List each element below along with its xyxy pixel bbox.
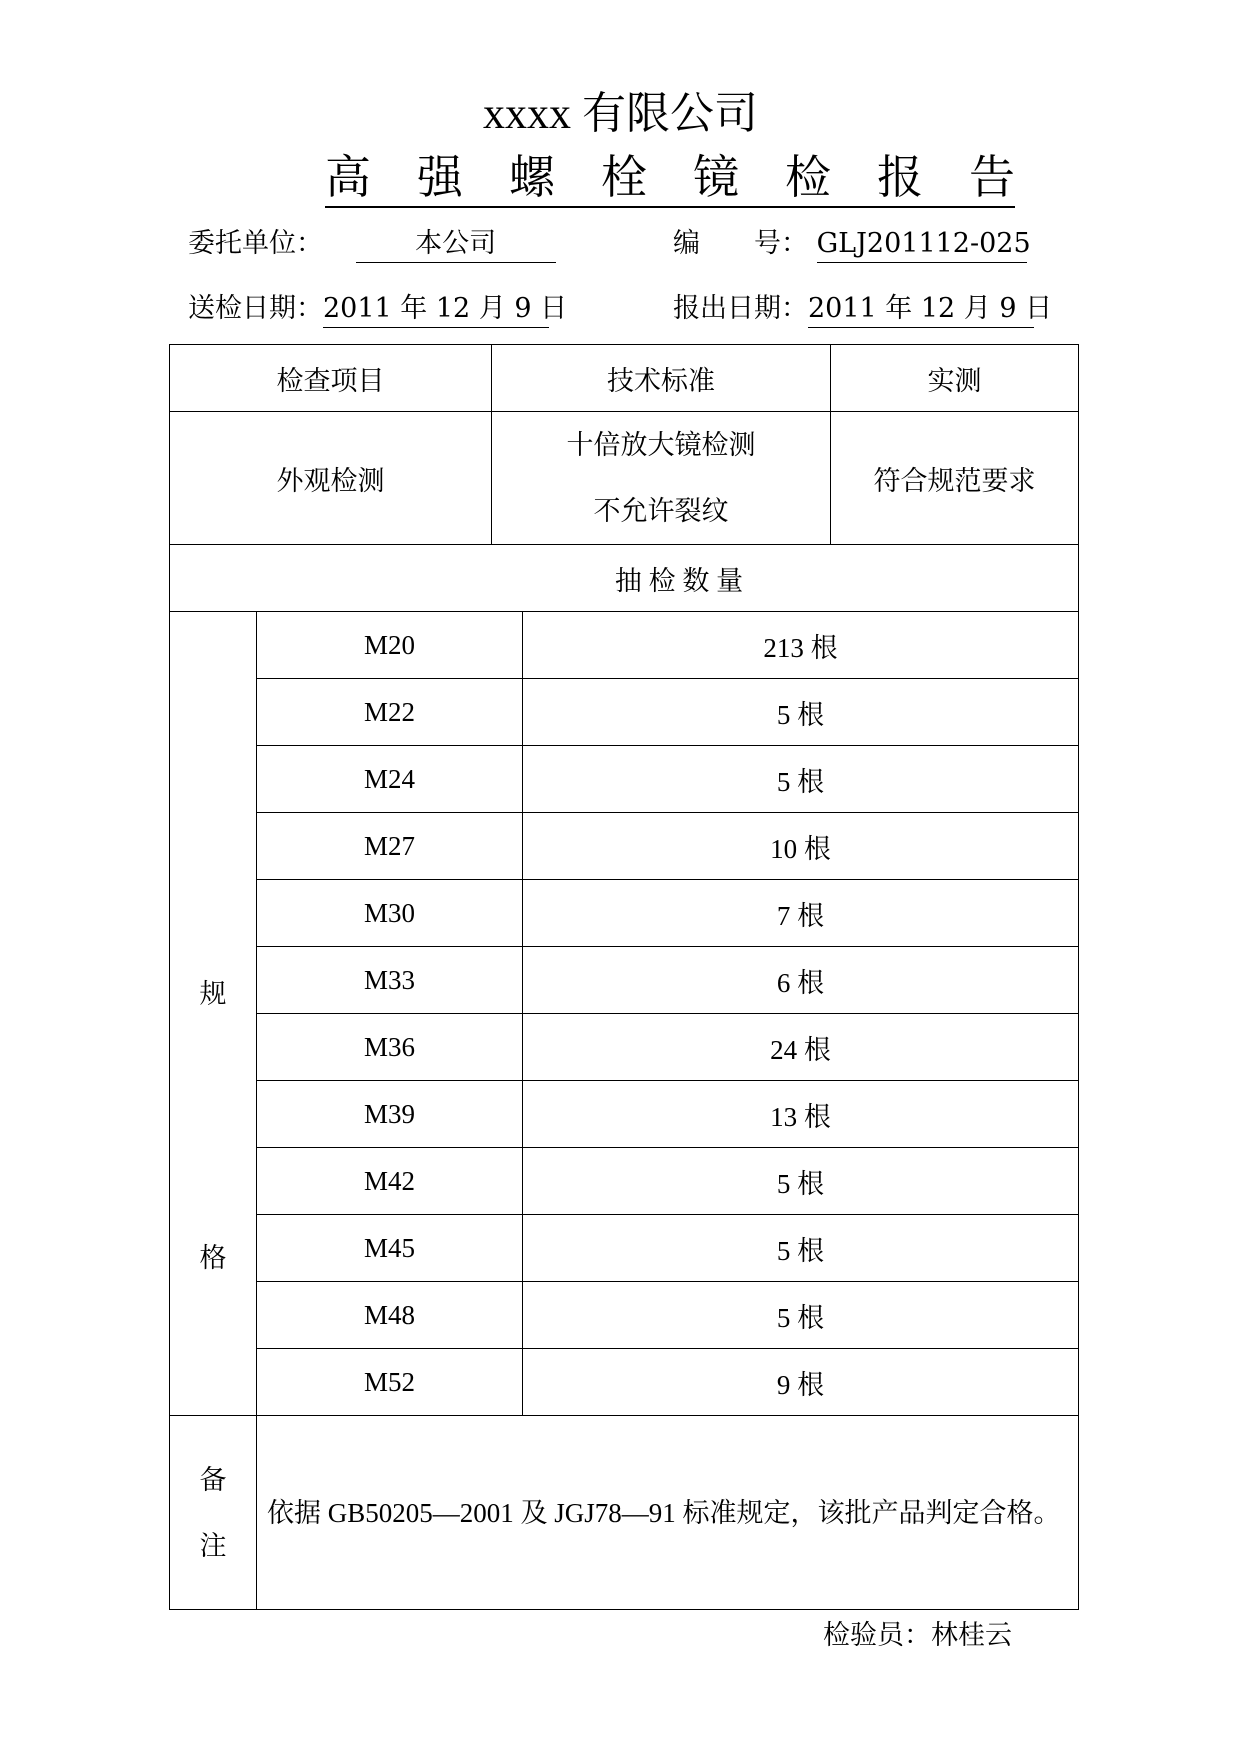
table-row — [170, 746, 1079, 813]
inspection-row — [170, 412, 1079, 545]
client-row — [188, 226, 556, 263]
spec-size: M24 — [257, 746, 523, 813]
submit-date-value: 2011 年 12 月 9 日 — [323, 291, 549, 328]
table-row — [170, 612, 1079, 679]
header-result: 实测 — [831, 345, 1079, 412]
report-date-row — [673, 291, 1053, 328]
spec-size: M52 — [257, 1349, 523, 1416]
spec-size: M30 — [257, 880, 523, 947]
inspection-item: 外观检测 — [170, 412, 492, 545]
spec-size: M39 — [257, 1081, 523, 1148]
title-char: 强 — [417, 150, 463, 204]
spec-qty: 5 根 — [523, 746, 1079, 813]
company-name: xxxx 有限公司 — [483, 89, 758, 138]
table-row — [170, 880, 1079, 947]
table-header-row — [170, 345, 1079, 412]
table-row — [170, 1215, 1079, 1282]
header-standard: 技术标准 — [492, 345, 831, 412]
title-char: 报 — [877, 150, 923, 204]
report-date-label: 报出日期： — [673, 293, 808, 324]
note-label-cell — [170, 1416, 257, 1610]
spec-qty: 5 根 — [523, 1148, 1079, 1215]
spec-qty: 5 根 — [523, 1282, 1079, 1349]
table-row — [170, 1282, 1079, 1349]
spec-size: M20 — [257, 612, 523, 679]
client-label: 委托单位： — [188, 228, 323, 259]
report-number: GLJ201112-025 — [817, 226, 1027, 263]
spec-size: M42 — [257, 1148, 523, 1215]
table-row — [170, 1148, 1079, 1215]
sample-heading-row — [170, 545, 1079, 612]
spec-qty: 213 根 — [523, 612, 1079, 679]
spec-qty: 7 根 — [523, 880, 1079, 947]
spec-qty: 5 根 — [523, 679, 1079, 746]
sample-heading: 抽 检 数 量 — [170, 545, 1079, 612]
number-row — [673, 226, 1031, 263]
table-row — [170, 947, 1079, 1014]
title-char: 高 — [325, 150, 371, 204]
note-label: 备 — [199, 1464, 227, 1495]
spec-label-cell — [170, 612, 257, 1416]
standard-line: 不允许裂纹 — [593, 496, 729, 526]
title-char: 告 — [969, 150, 1015, 204]
submit-date-label: 送检日期： — [188, 293, 323, 324]
table-row — [170, 813, 1079, 880]
spec-qty: 6 根 — [523, 947, 1079, 1014]
report-date-value: 2011 年 12 月 9 日 — [808, 291, 1034, 328]
spec-size: M45 — [257, 1215, 523, 1282]
spec-label: 规 — [199, 978, 227, 1009]
note-text: 依据 GB50205—2001 及 JGJ78—91 标准规定，该批产品判定合格。 — [257, 1416, 1079, 1610]
note-row — [170, 1416, 1079, 1610]
spec-qty: 9 根 — [523, 1349, 1079, 1416]
note-label: 注 — [199, 1530, 227, 1561]
inspection-result: 符合规范要求 — [831, 412, 1079, 545]
report-title — [325, 148, 1015, 208]
title-char: 螺 — [509, 150, 555, 204]
table-row — [170, 1014, 1079, 1081]
title-char: 镜 — [693, 150, 739, 204]
spec-qty: 24 根 — [523, 1014, 1079, 1081]
spec-size: M33 — [257, 947, 523, 1014]
table-row — [170, 1349, 1079, 1416]
inspection-standard — [492, 412, 831, 545]
title-char: 检 — [785, 150, 831, 204]
table-row — [170, 1081, 1079, 1148]
client-value: 本公司 — [356, 226, 556, 263]
inspector-signature: 检验员：林桂云 — [823, 1620, 1012, 1651]
spec-label: 格 — [199, 1242, 227, 1273]
inspection-table — [169, 344, 1079, 1610]
standard-line: 十倍放大镜检测 — [566, 430, 756, 460]
spec-qty: 5 根 — [523, 1215, 1079, 1282]
table-row — [170, 679, 1079, 746]
spec-size: M27 — [257, 813, 523, 880]
submit-date-row — [188, 291, 568, 328]
spec-qty: 10 根 — [523, 813, 1079, 880]
spec-size: M48 — [257, 1282, 523, 1349]
spec-size: M36 — [257, 1014, 523, 1081]
number-label: 编 号： — [673, 228, 808, 259]
spec-size: M22 — [257, 679, 523, 746]
title-char: 栓 — [601, 150, 647, 204]
spec-qty: 13 根 — [523, 1081, 1079, 1148]
header-item: 检查项目 — [170, 345, 492, 412]
